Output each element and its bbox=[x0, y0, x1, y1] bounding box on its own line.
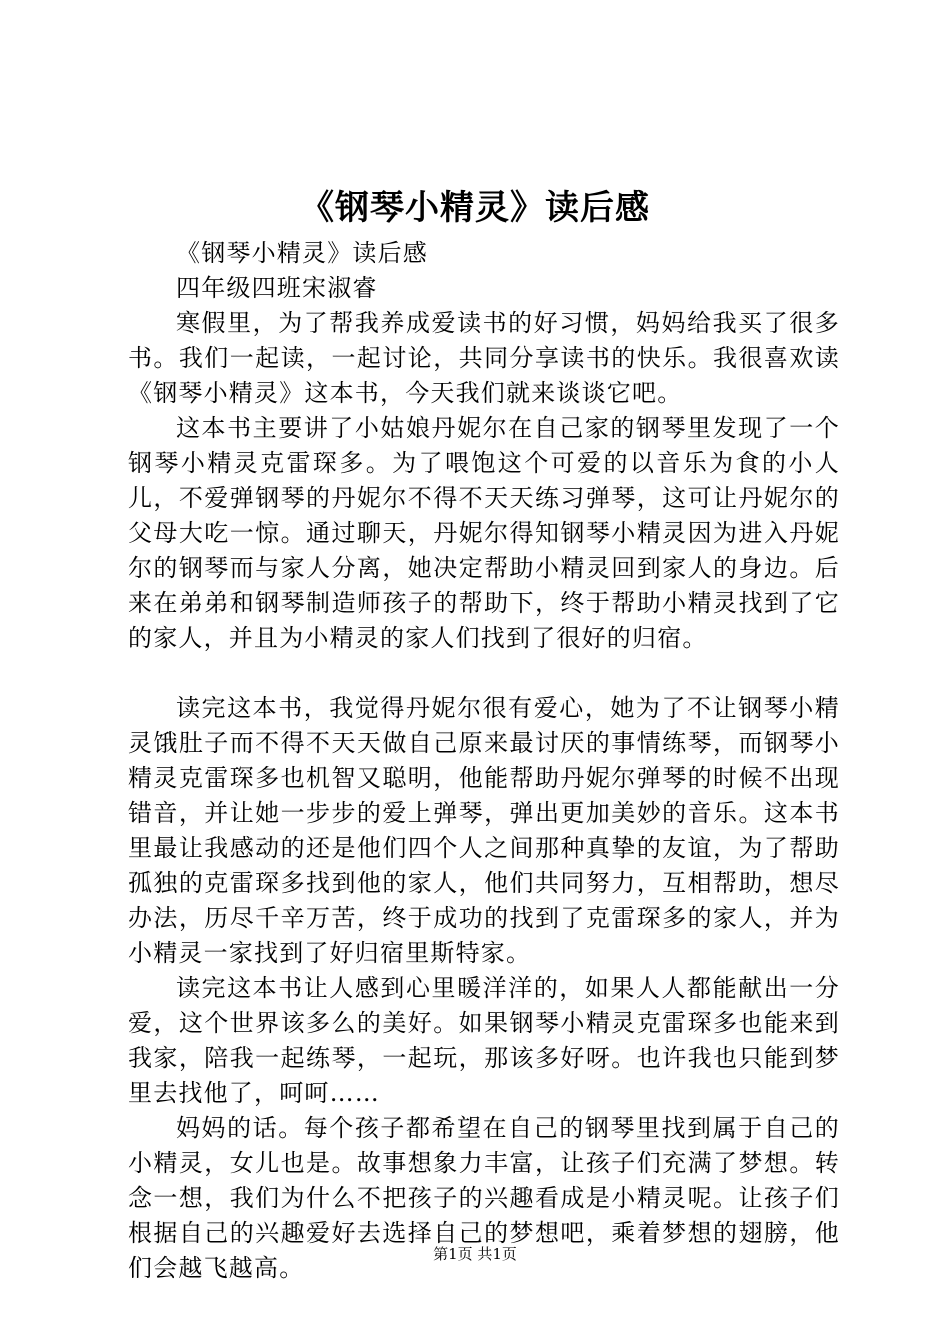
paragraph-intro: 寒假里，为了帮我养成爱读书的好习惯，妈妈给我买了很多书。我们一起读，一起讨论，共同分享读书的快乐。我很喜欢读《钢琴小精灵》这本书，今天我们就来谈谈它吧。 bbox=[128, 309, 840, 407]
paragraph-mom-comment: 妈妈的话。每个孩子都希望在自己的钢琴里找到属于自己的小精灵，女儿也是。故事想象力丰富，让孩子们充满了梦想。转念一想，我们为什么不把孩子的兴趣看成是小精灵呢。让孩子们根据自己的兴趣爱好去选择自己的梦想吧，乘着梦想的翅膀，他们会越飞越高。 bbox=[128, 1114, 840, 1282]
subtitle-line: 《钢琴小精灵》读后感 bbox=[176, 239, 428, 267]
paragraph-reflection: 读完这本书，我觉得丹妮尔很有爱心，她为了不让钢琴小精灵饿肚子而不得不天天做自己原来最讨厌的事情练琴，而钢琴小精灵克雷琛多也机智又聪明，他能帮助丹妮尔弹琴的时候不出现错音，并让她一步步的爱上弹琴，弹出更加美妙的音乐。这本书里最让我感动的还是他们四个人之间那种真挚的友谊，为了帮助孤独的克雷琛多找到他的家人，他们共同努力，互相帮助，想尽办法，历尽千辛万苦，终于成功的找到了克雷琛多的家人，并为小精灵一家找到了好归宿里斯特家。 bbox=[128, 694, 840, 967]
document-title: 《钢琴小精灵》读后感 bbox=[300, 188, 650, 228]
author-line: 四年级四班宋淑睿 bbox=[176, 274, 378, 302]
page-footer: 第1页 共1页 bbox=[433, 1245, 517, 1263]
paragraph-spacer bbox=[128, 656, 840, 691]
paragraph-feeling: 读完这本书让人感到心里暖洋洋的，如果人人都能献出一分爱，这个世界该多么的美好。如果钢琴小精灵克雷琛多也能来到我家，陪我一起练琴，一起玩，那该多好呀。也许我也只能到梦里去找他了，呵呵…… bbox=[128, 974, 840, 1107]
document-body bbox=[128, 236, 840, 1286]
paragraph-summary: 这本书主要讲了小姑娘丹妮尔在自己家的钢琴里发现了一个钢琴小精灵克雷琛多。为了喂饱这个可爱的以音乐为食的小人儿，不爱弹钢琴的丹妮尔不得不天天练习弹琴，这可让丹妮尔的父母大吃一惊。通过聊天，丹妮尔得知钢琴小精灵因为进入丹妮尔的钢琴而与家人分离，她决定帮助小精灵回到家人的身边。后来在弟弟和钢琴制造师孩子的帮助下，终于帮助小精灵找到了它的家人，并且为小精灵的家人们找到了很好的归宿。 bbox=[128, 414, 840, 652]
